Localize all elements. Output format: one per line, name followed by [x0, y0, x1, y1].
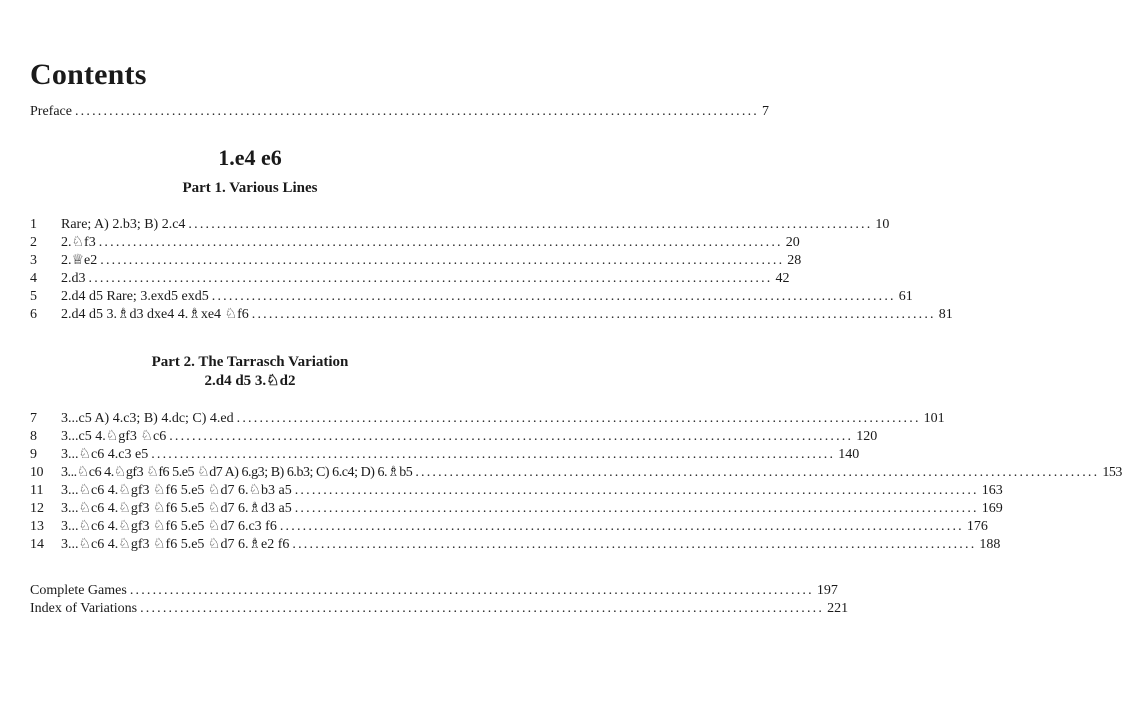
toc-entry-page: 140: [838, 447, 860, 462]
dot-leader: ........................................................................................................................: [169, 429, 854, 444]
toc-entry-2[interactable]: [30, 234, 800, 252]
toc-entry-5[interactable]: [30, 288, 913, 306]
dot-leader: ........................................................................................................................: [129, 583, 814, 598]
toc-entry-number: 13: [30, 519, 44, 534]
dot-leader: ........................................................................................................................: [236, 411, 921, 426]
dot-leader: ........................................................................................................................: [251, 307, 936, 322]
toc-entry-page: 153: [1102, 465, 1122, 480]
toc-entry-label: 3...♘c6 4.♘gf3 ♘f6 5.e5 ♘d7 6.c3 f6: [61, 519, 277, 534]
dot-leader: ........................................................................................................................: [151, 447, 836, 462]
toc-entry-page: 221: [827, 601, 849, 616]
toc-entry-page: 176: [966, 519, 988, 534]
toc-entry-number: 4: [30, 271, 37, 286]
toc-entry-number: 9: [30, 447, 37, 462]
toc-entry-label: 3...♘c6 4.♘gf3 ♘f6 5.e5 ♘d7 A) 6.g3; B) 6.b3; C) 6.c4; D) 6.♗b5: [61, 465, 413, 480]
dot-leader: ........................................................................................................................: [292, 537, 977, 552]
page-title: Contents: [30, 58, 147, 91]
dot-leader: ........................................................................................................................: [140, 601, 825, 616]
toc-entry-number: 12: [30, 501, 44, 516]
toc-entry-number: 5: [30, 289, 37, 304]
part2-subheading: 2.d4 d5 3.♘d2: [204, 373, 296, 389]
dot-leader: ........................................................................................................................: [294, 483, 979, 498]
toc-entry-page: 188: [979, 537, 1001, 552]
toc-entry-page: 120: [856, 429, 878, 444]
toc-entry-number: 6: [30, 307, 37, 322]
toc-entry-page: 197: [816, 583, 838, 598]
toc-entry-page: 169: [981, 501, 1003, 516]
toc-entry-page: 28: [787, 253, 802, 268]
dot-leader: ........................................................................................................................: [74, 104, 759, 119]
toc-entry-number: 14: [30, 537, 44, 552]
toc-entry-3[interactable]: [30, 252, 802, 270]
dot-leader: ........................................................................................................................: [415, 465, 1100, 480]
toc-entry-preface[interactable]: [30, 103, 769, 121]
toc-entry-label: 2.♘f3: [61, 235, 96, 250]
toc-entry-8[interactable]: [30, 428, 878, 446]
toc-entry-label: 3...♘c6 4.♘gf3 ♘f6 5.e5 ♘d7 6.♗e2 f6: [61, 537, 290, 552]
toc-entry-7[interactable]: [30, 410, 945, 428]
toc-entry-4[interactable]: [30, 270, 790, 288]
toc-entry-page: 81: [938, 307, 953, 322]
toc-entry-label: Preface: [30, 104, 72, 119]
toc-entry-complete-games[interactable]: [30, 582, 838, 600]
dot-leader: ........................................................................................................................: [279, 519, 964, 534]
toc-entry-number: 10: [30, 465, 44, 480]
toc-entry-label: 3...c5 A) 4.c3; B) 4.dc; C) 4.ed: [61, 411, 234, 426]
toc-entry-13[interactable]: [30, 518, 988, 536]
toc-entry-page: 101: [923, 411, 945, 426]
toc-entry-label: 3...c5 4.♘gf3 ♘c6: [61, 429, 167, 444]
toc-entry-label: 2.d3: [61, 271, 86, 286]
part1-heading: Part 1. Various Lines: [182, 180, 318, 196]
toc-entry-12[interactable]: [30, 500, 1003, 518]
dot-leader: ........................................................................................................................: [100, 253, 785, 268]
toc-entry-10[interactable]: [30, 464, 1122, 482]
dot-leader: ........................................................................................................................: [294, 501, 979, 516]
toc-entry-9[interactable]: [30, 446, 860, 464]
toc-entry-number: 11: [30, 483, 44, 498]
toc-entry-label: 3...♘c6 4.♘gf3 ♘f6 5.e5 ♘d7 6.♗d3 a5: [61, 501, 292, 516]
toc-entry-number: 2: [30, 235, 37, 250]
toc-entry-label: 2.d4 d5 Rare; 3.exd5 exd5: [61, 289, 209, 304]
dot-leader: ........................................................................................................................: [188, 217, 873, 232]
toc-entry-label: 3...♘c6 4.♘gf3 ♘f6 5.e5 ♘d7 6.♘b3 a5: [61, 483, 292, 498]
toc-entry-number: 7: [30, 411, 37, 426]
toc-entry-label: 2.♕e2: [61, 253, 98, 268]
toc-entry-1[interactable]: [30, 216, 890, 234]
toc-entry-page: 10: [875, 217, 890, 232]
toc-entry-label: Complete Games: [30, 583, 127, 598]
toc-entry-label: 2.d4 d5 3.♗d3 dxe4 4.♗xe4 ♘f6: [61, 307, 249, 322]
section-heading: 1.e4 e6: [218, 145, 282, 170]
toc-entry-6[interactable]: [30, 306, 953, 324]
toc-entry-number: 1: [30, 217, 37, 232]
toc-entry-number: 8: [30, 429, 37, 444]
toc-entry-label: 3...♘c6 4.c3 e5: [61, 447, 149, 462]
toc-entry-page: 20: [785, 235, 800, 250]
dot-leader: ........................................................................................................................: [88, 271, 773, 286]
toc-entry-page: 163: [981, 483, 1003, 498]
part2-heading: Part 2. The Tarrasch Variation: [151, 354, 349, 370]
toc-entry-page: 7: [761, 104, 769, 119]
toc-entry-page: 61: [898, 289, 913, 304]
toc-entry-label: Rare; A) 2.b3; B) 2.c4: [61, 217, 186, 232]
toc-entry-label: Index of Variations: [30, 601, 138, 616]
toc-entry-number: 3: [30, 253, 37, 268]
dot-leader: ........................................................................................................................: [211, 289, 896, 304]
toc-entry-11[interactable]: [30, 482, 1003, 500]
toc-entry-page: 42: [775, 271, 790, 286]
toc-entry-index[interactable]: [30, 600, 849, 618]
toc-entry-14[interactable]: [30, 536, 1001, 554]
dot-leader: ........................................................................................................................: [98, 235, 783, 250]
